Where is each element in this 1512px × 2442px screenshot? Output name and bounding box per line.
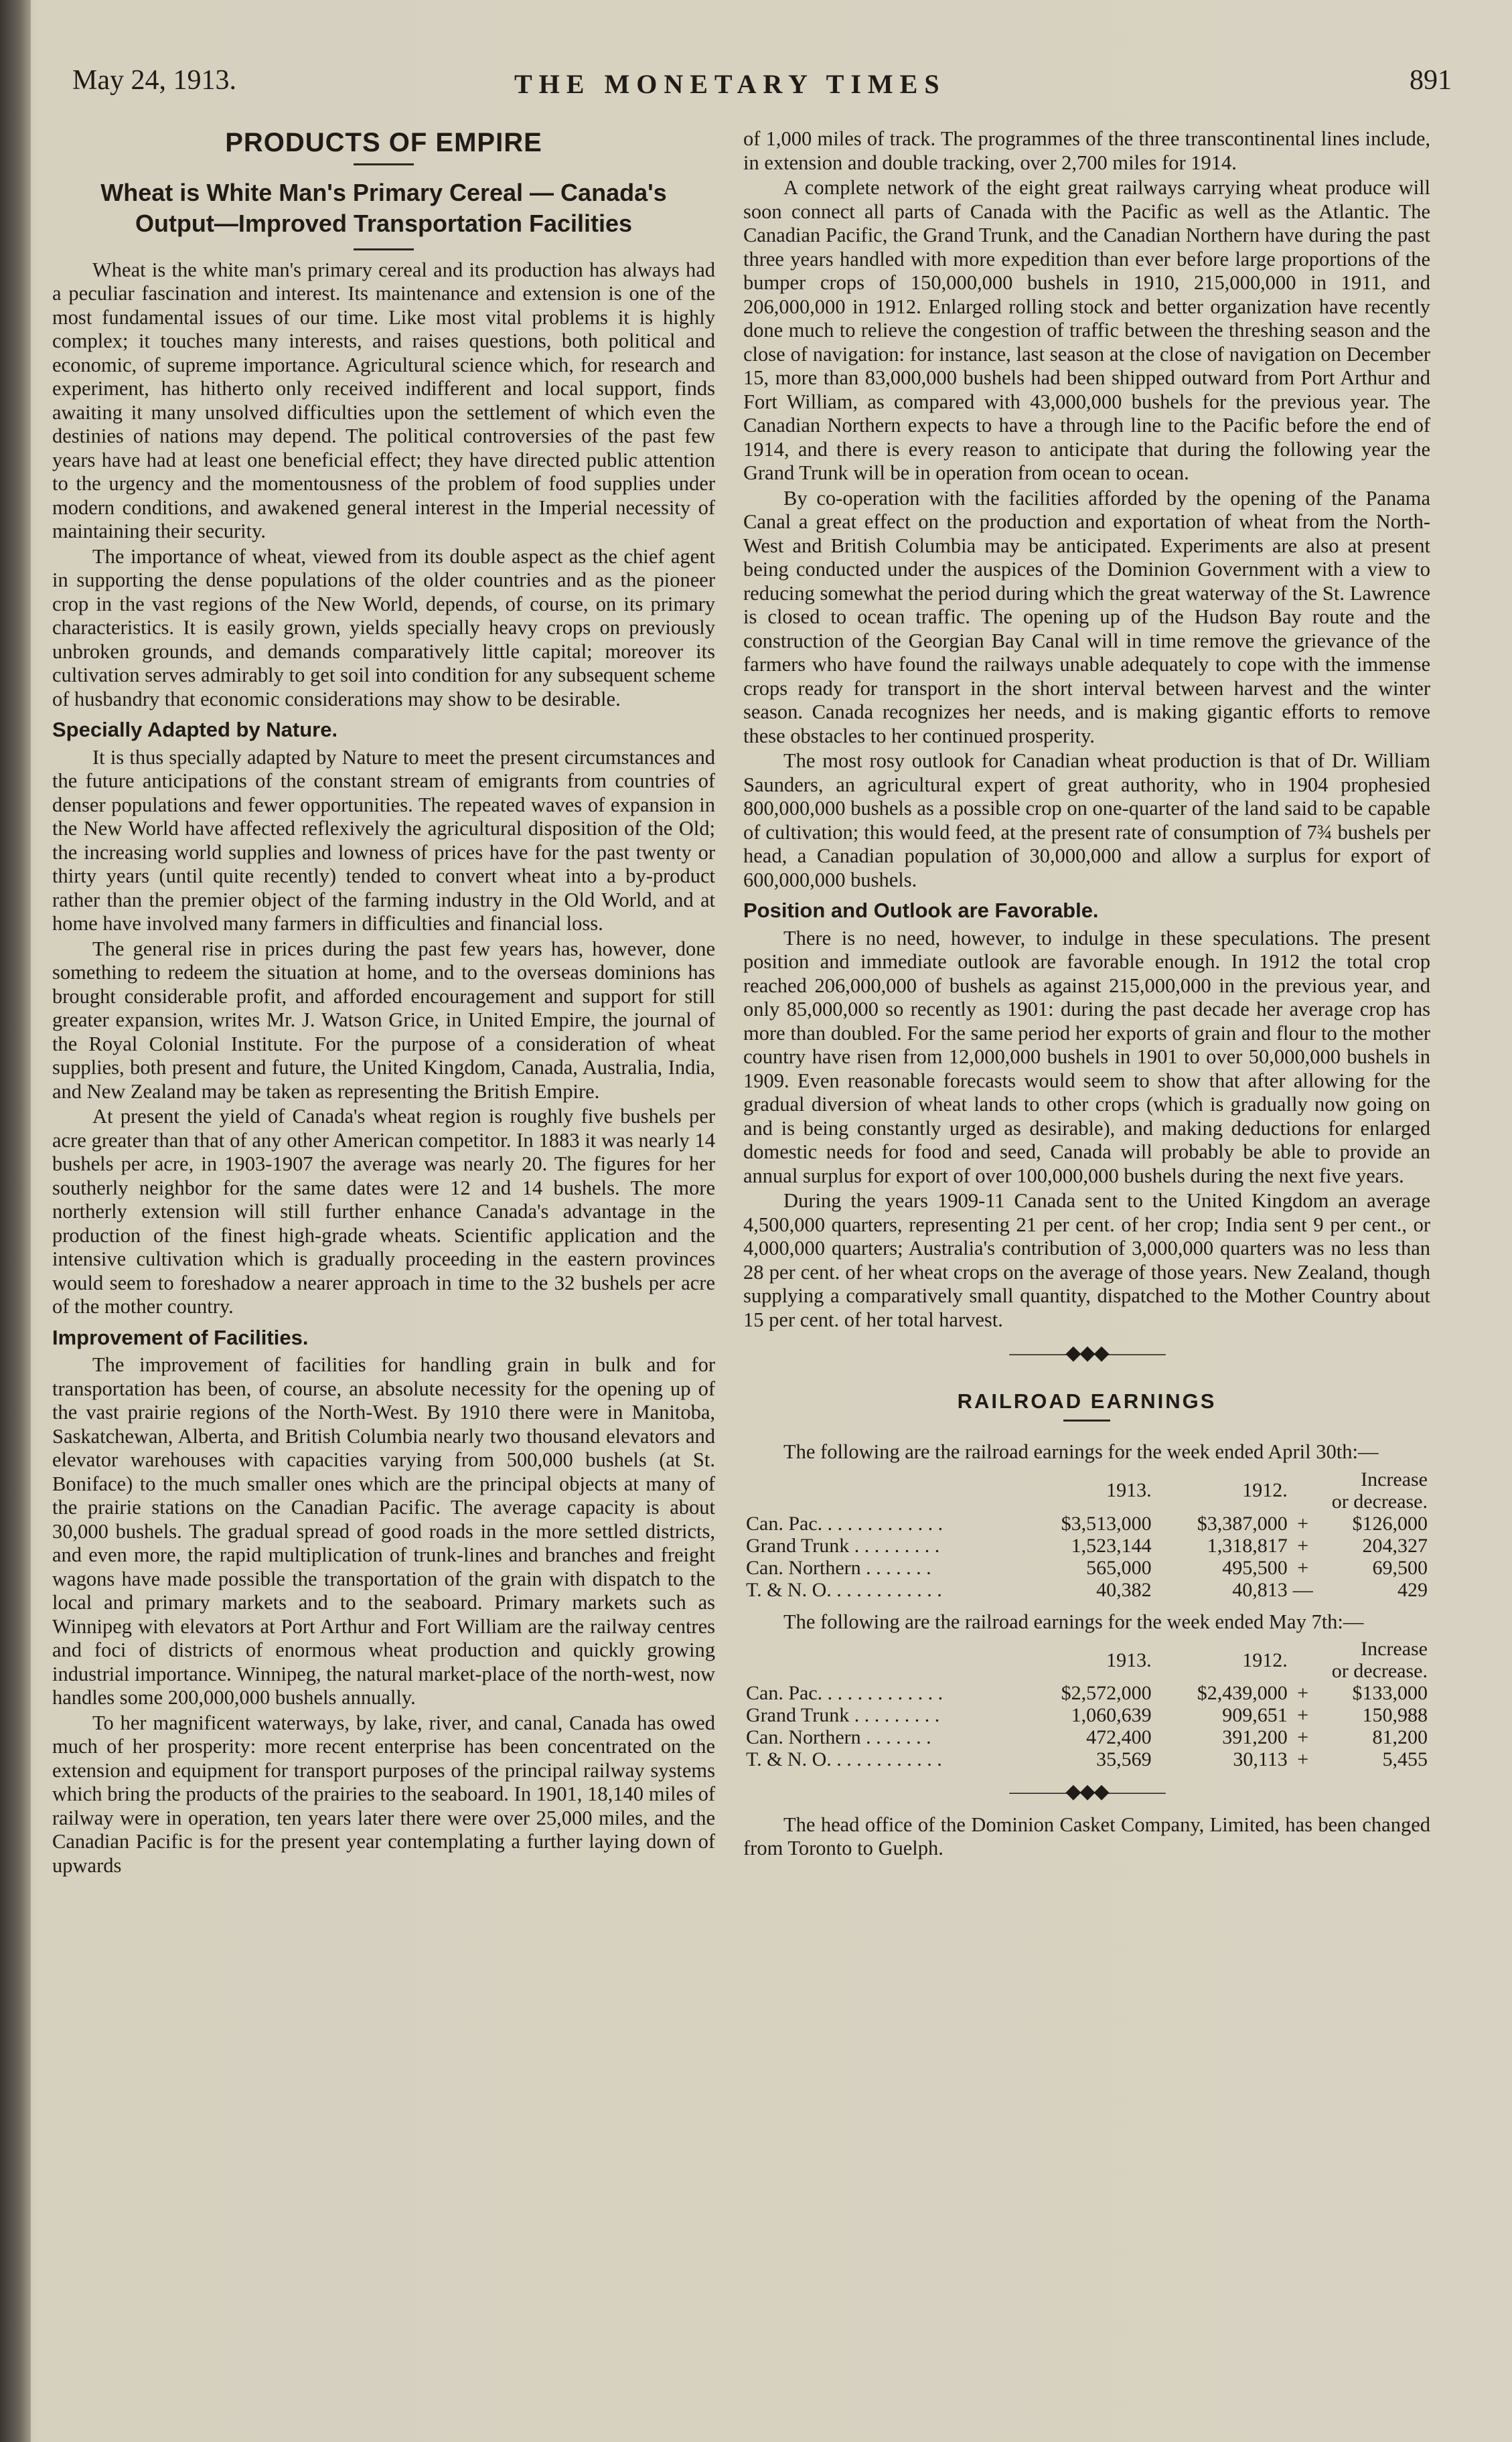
col-1912: 1912. [1242,1479,1288,1501]
table-header-row [743,1638,1430,1682]
week1-intro: The following are the railroad earnings for the week ended April 30th:— [783,1440,1379,1463]
paragraph: The general rise in prices during the past few years has, however, done something to redeem the situation at home, and to the overseas dominions has brought considerable profit, and afforded encouragement and support for still greater expansion, writes Mr. J. Watson Grice, in United Empire, the journal of the Royal Colonial Institute. For the purpose of a consideration of wheat supplies, both present and future, the United Kingdom, Canada, Australia, India, and New Zealand may be taken as representing the British Empire. [52,937,715,1103]
left-column [52,127,715,1878]
binding-gutter [0,0,31,2442]
railroad-earnings-title: RAILROAD EARNINGS [957,1389,1217,1413]
article-headline: PRODUCTS OF EMPIRE [225,128,542,157]
table-row: Grand Trunk . . . . . . . . . 1,060,639 909,651 + 150,988 [746,1704,1428,1726]
journal-title: THE MONETARY TIMES [514,69,946,99]
paragraph: The improvement of facilities for handling grain in bulk and for transportation has been, of course, an absolute necessity for the opening up of the vast prairie regions of the North-West. By 1910 there were in Manitoba, Saskatchewan, Alberta, and British Columbia nearly two thousand elevators and elevator warehouses with capacities varying from 500,000 bushels (at St. Boniface) to the much smaller ones which are the principal objects at many of the prairie stations on the Canadian Pacific. The average capacity is about 30,000 bushels. The gradual spread of good roads in the more settled districts, and even more, the rapid multiplication of trunk-lines and branches and freight wagons have made possible the transportation of the grain with dispatch to the local and primary markets and to the seaboard. Primary markets such as Winnipeg with elevators at Port Arthur and Fort William are the railway centres and foci of districts of enormous wheat production and quickly growing industrial importance. Winnipeg, the natural market-place of the north-west, now handles some 200,000,000 bushels annually. [52,1353,715,1709]
col-change: Increase or decrease. [1331,1468,1428,1513]
paragraph: of 1,000 miles of track. The programmes of the three transcontinental lines include, in extension and double tracking, over 2,700 miles for 1914. [743,127,1430,174]
table-row: Grand Trunk . . . . . . . . . 1,523,144 1,318,817 + 204,327 [746,1534,1428,1557]
col-1913: 1913. [1106,1649,1152,1671]
ornament-divider: ———◆◆◆——— [1009,1342,1164,1364]
ornament-divider: ———◆◆◆——— [1009,1780,1164,1803]
issue-date: May 24, 1913. [72,65,236,96]
paragraph: There is no need, however, to indulge in these speculations. The present position and immediate outlook are favorable enough. In 1912 the total crop reached 206,000,000 of bushels as against 215,000,000 in the previous year, and only 85,000,000 so recently as 1901: during the past decade her average crop has more than doubled. For the same period her exports of grain and flour to the mother country have risen from 12,000,000 bushels in 1901 to over 50,000,000 bushels in 1909. Even reasonable forecasts would seem to show that after allowing for the gradual diversion of wheat lands to other crops (which is gradually now going on and is being constantly urged as desirable), and making deductions for enlarged domestic needs for food and seed, Canada will probably be able to provide an annual surplus for export of over 100,000,000 bushels during the next five years. [743,926,1430,1187]
table-row: Can. Northern . . . . . . . 472,400 391,200 + 81,200 [746,1726,1428,1748]
page-number: 891 [1410,65,1452,96]
table-row: Can. Pac. . . . . . . . . . . . . $3,513,000 $3,387,000 + $126,000 [746,1512,1428,1535]
article-deck: Wheat is White Man's Primary Cereal — Canada's Output—Improved Transportation Facilities [100,178,667,237]
col-1913: 1913. [1106,1479,1152,1501]
paragraph: To her magnificent waterways, by lake, river, and canal, Canada has owed much of her prosperity: more recent enterprise has been concentrated on the extension and equipment for transport purposes of the principal railway systems which bring the products of the prairies to the seaboard. In 1901, 18,140 miles of railway were in operation, ten years later there were over 25,000 miles, and the Canadian Pacific is for the present year contemplating a further laying down of upwards [52,1711,715,1877]
earnings-table-week2 [743,1638,1430,1770]
table-row: Can. Pac. . . . . . . . . . . . . $2,572,000 $2,439,000 + $133,000 [746,1682,1428,1704]
deck-rule [354,248,414,250]
paragraph: During the years 1909-11 Canada sent to the United Kingdom an average 4,500,000 quarters, representing 21 per cent. of her crop; India sent 9 per cent., or 4,000,000 quarters; Australia's contribution of 3,000,000 quarters was no less than 28 per cent. of her wheat crops on the average of those years. New Zealand, though supplying a comparatively small quantity, dispatched to the Mother Country about 15 per cent. of her total harvest. [743,1189,1430,1331]
col-change: Increase or decrease. [1331,1638,1428,1682]
right-column [743,127,1430,1861]
table-row: T. & N. O. . . . . . . . . . . . 40,382 40,813 — 429 [746,1578,1428,1601]
railroad-rule [1063,1420,1110,1422]
headline-rule [354,163,414,165]
table-header-row [743,1468,1430,1513]
section-heading: Improvement of Facilities. [52,1325,309,1349]
running-head [72,64,1452,104]
paragraph: A complete network of the eight great railways carrying wheat produce will soon connect all parts of Canada with the Pacific as well as the Atlantic. The Canadian Pacific, the Grand Trunk, and the Canadian Northern have during the past three years handled with more expedition than ever before large proportions of the bumper crops of 150,000,000 bushels in 1910, 215,000,000 in 1911, and 206,000,000 in 1912. Enlarged rolling stock and better organization have recently done much to relieve the congestion of traffic between the threshing season and the close of navigation: for instance, last season at the close of navigation on December 15, more than 83,000,000 bushels had been shipped outward from Port Arthur and Fort William, as compared with 43,000,000 bushels for the previous year. The Canadian Northern expects to have a through line to the Pacific before the end of 1914, and there is every reason to anticipate that during the following year the Grand Trunk will be in operation from ocean to ocean. [743,176,1430,484]
paragraph: The importance of wheat, viewed from its double aspect as the chief agent in supporting the dense populations of the older countries and as the pioneer crop in the vast regions of the New World, depends, of course, on its primary characteristics. It is easily grown, yields specially heavy crops on previously unbroken grounds, and demands comparatively little capital; moreover its cultivation serves admirably to get soil into condition for any subsequent scheme of husbandry that economic considerations may show to be desirable. [52,544,715,710]
paragraph: The most rosy outlook for Canadian wheat production is that of Dr. William Saunders, an agricultural expert of great authority, who in 1904 prophesied 800,000,000 bushels as a possible crop on one-quarter of the land said to be capable of cultivation; this would feed, at the present rate of consumption of 7¾ bushels per head, a Canadian population of 30,000,000 and allow a surplus for export of 600,000,000 bushels. [743,749,1430,891]
week2-intro: The following are the railroad earnings for the week ended May 7th:— [783,1610,1364,1633]
section-heading: Specially Adapted by Nature. [52,718,338,741]
company-notice: The head office of the Dominion Casket Company, Limited, has been changed from Toronto to Guelph. [743,1813,1430,1859]
section-heading: Position and Outlook are Favorable. [743,899,1099,922]
earnings-table-week1 [743,1468,1430,1601]
table-row: Can. Northern . . . . . . . 565,000 495,500 + 69,500 [746,1556,1428,1579]
col-1912: 1912. [1242,1649,1288,1671]
paragraph: It is thus specially adapted by Nature to meet the present circumstances and the future anticipations of the constant stream of emigrants from countries of denser populations and fewer opportunities. The repeated waves of expansion in the New World have affected reflexively the agricultural disposition of the Old; the increasing world supplies and lowness of prices have for the past twenty or thirty years (until quite recently) tended to convert wheat into a by-product rather than the premier object of the farming industry in the Old World, and at home have involved many farmers in difficulties and financial loss. [52,745,715,935]
paragraph: Wheat is the white man's primary cereal and its production has always had a peculiar fascination and interest. Its maintenance and extension is one of the most fundamental issues of our time. Like most vital problems it is highly complex; it touches many interests, and raises questions, both political and economic, of supreme importance. Agricultural science which, for research and experiment, has hitherto only received indifferent and local support, finds awaiting it many unsolved difficulties upon the settlement of which even the destinies of nations may depend. The political controversies of the past few years have had at least one beneficial effect; they have directed public attention to the urgency and the momentousness of the problem of food supplies under modern conditions, and awakened general interest in the Imperial necessity of maintaining their security. [52,258,715,542]
paragraph: By co-operation with the facilities afforded by the opening of the Panama Canal a great effect on the production and exportation of wheat from the North-West and British Columbia may be anticipated. Experiments are also at present being conducted under the auspices of the Dominion Government with a view to reducing somewhat the period during which the great waterway of the St. Lawrence is closed to ocean traffic. The opening up of the Hudson Bay route and the construction of the Georgian Bay Canal will in time remove the grievance of the farmers who have found the railways unable adequately to cope with the immense crops ready for transport in the short interval between harvest and the winter season. Canada recognizes her needs, and is making gigantic efforts to remove these obstacles to her continued prosperity. [743,486,1430,747]
table-row: T. & N. O. . . . . . . . . . . . 35,569 30,113 + 5,455 [746,1748,1428,1770]
paragraph: At present the yield of Canada's wheat region is roughly five bushels per acre greater than that of any other American competitor. In 1883 it was nearly 14 bushels per acre, in 1903-1907 the average was nearly 20. The figures for her southerly neighbor for the same dates were 12 and 14 bushels. The more northerly extension will still further enhance Canada's advantage in the production of the finest high-grade wheats. Scientific application and the intensive cultivation which is gradually proceeding in the eastern provinces would seem to foreshadow a nearer approach in time to the 32 bushels per acre of the mother country. [52,1105,715,1318]
